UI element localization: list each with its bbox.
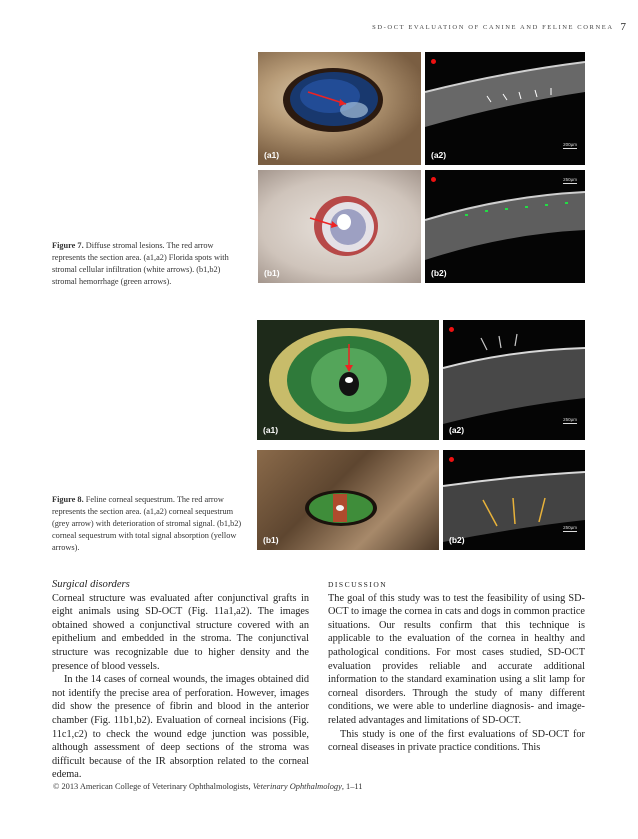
discussion-paragraph-1: The goal of this study was to test the feasibility of using SD-OCT to image the cornea in cats and dogs in common practice situations. Our results confirm that this technique is applicable to the evaluation of the cornea in healthy and pathological conditions. For most cases studied, SD-OCT evaluation provides reliable and accurate additional information to the standard examination using a slit lamp for corneal disorders. Through the study of many different conditions, we were able to underline diagnosis- and image-related advantages and limitations of SD-OCT. bbox=[328, 592, 585, 726]
oct-marker-dot bbox=[431, 59, 436, 64]
section-title-discussion: DISCUSSION bbox=[328, 580, 388, 589]
oct-scan-b2 bbox=[425, 170, 585, 283]
section-title-surgical: Surgical disorders bbox=[52, 579, 130, 590]
figure8-caption bbox=[52, 494, 242, 554]
figure7-panel-b2 bbox=[425, 170, 585, 283]
figure8-panel-b1 bbox=[257, 450, 439, 550]
figure7-panel-b1-label: (b1) bbox=[264, 268, 280, 278]
eye-photo-a1 bbox=[257, 320, 439, 440]
scale-bar: 250µm bbox=[563, 177, 577, 182]
page-footer bbox=[53, 782, 613, 791]
figure7-caption-text: Diffuse stromal lesions. The red arrow represents the section area. (a1,a2) Florida spots with stromal cellular infiltration (white arrows). (b1,b2) stromal hemorrhage (green arrows). bbox=[52, 241, 229, 286]
figure8-panel-a1 bbox=[257, 320, 439, 440]
scale-bar: 250µm bbox=[563, 417, 577, 422]
oct-marker-dot bbox=[449, 327, 454, 332]
figure8-caption-label: Figure 8. bbox=[52, 495, 84, 504]
left-column bbox=[52, 578, 309, 782]
eye-photo-b1 bbox=[258, 170, 421, 283]
figure8-panel-b2-label: (b2) bbox=[449, 535, 465, 545]
eye-photo-b1 bbox=[257, 450, 439, 550]
figure7-panel-b1 bbox=[258, 170, 421, 283]
figure7-panel-a2 bbox=[425, 52, 585, 165]
surgical-paragraph-2: In the 14 cases of corneal wounds, the images obtained did not identify the precise area of perforation. However, images did show the presence of fibrin and blood in the anterior chamber (Fig. 11b1,b2). Evaluation of corneal incisions (Fig. 11c1,c2) to check the wound edge junction was possible, although assessment of deep sections of the stroma was difficult because of the IR absorption related to the corneal edema. bbox=[52, 674, 309, 781]
figure8-panel-a2-label: (a2) bbox=[449, 425, 465, 435]
figure7-caption bbox=[52, 240, 242, 288]
oct-marker-dot bbox=[449, 457, 454, 462]
scale-bar: 250µm bbox=[563, 525, 577, 530]
oct-marker-dot bbox=[431, 177, 436, 182]
figure8-panel-b2 bbox=[443, 450, 585, 550]
eye-photo-a1 bbox=[258, 52, 421, 165]
footer-copyright: © 2013 American College of Veterinary Ophthalmologists, bbox=[53, 782, 251, 791]
page-number: 7 bbox=[620, 21, 626, 33]
right-column bbox=[328, 578, 585, 755]
figure7-caption-label: Figure 7. bbox=[52, 241, 84, 250]
figure8-panel-a1-label: (a1) bbox=[263, 425, 279, 435]
figure7-panel-a2-label: (a2) bbox=[431, 150, 447, 160]
surgical-paragraph-1: Corneal structure was evaluated after conjunctival grafts in eight animals using SD-OCT (Fig. 11a1,a2). The images obtained showed a conjunctival structure covered with an epithelium and embedded in the stroma. The conjunctival structure was recognizable due to higher density and the presence of blood vessels. bbox=[52, 592, 309, 672]
scale-bar: 200µm bbox=[563, 142, 577, 147]
figure7-panel-a1-label: (a1) bbox=[264, 150, 280, 160]
footer-pages: , 1–11 bbox=[341, 782, 363, 791]
figure7-panel-b2-label: (b2) bbox=[431, 268, 447, 278]
oct-scan-a2 bbox=[425, 52, 585, 165]
figure8-panel-a2 bbox=[443, 320, 585, 440]
discussion-paragraph-2: This study is one of the first evaluations of SD-OCT for corneal diseases in private practice conditions. This bbox=[328, 728, 585, 754]
footer-journal: Veterinary Ophthalmology bbox=[252, 782, 342, 791]
figure8-caption-text: Feline corneal sequestrum. The red arrow represents the section area. (a1,a2) corneal sequestrum (grey arrow) with deterioration of stromal signal. (b1,b2) corneal sequestrum with total signal absorption (yellow arrows). bbox=[52, 495, 242, 552]
figure7-panel-a1 bbox=[258, 52, 421, 165]
figure8-panel-b1-label: (b1) bbox=[263, 535, 279, 545]
running-head bbox=[0, 12, 626, 36]
running-head-title: SD-OCT EVALUATION OF CANINE AND FELINE CORNEA bbox=[372, 24, 614, 31]
